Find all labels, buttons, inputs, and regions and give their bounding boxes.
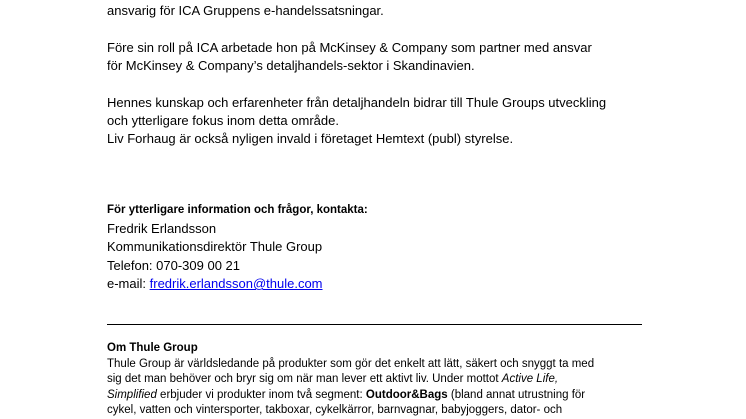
contact-name: Fredrik Erlandsson	[107, 220, 217, 236]
contact-block	[107, 201, 368, 294]
contact-heading: För ytterligare information och frågor, kontakta:	[107, 204, 368, 216]
contact-email-link[interactable]: fredrik.erlandsson@thule.com	[149, 276, 323, 291]
experience-line-2: och ytterligare fokus inom detta område.	[107, 113, 339, 128]
about-section	[107, 341, 642, 419]
mckinsey-paragraph	[107, 39, 667, 75]
about-line-3-tail: (bland annat utrustning för	[447, 388, 586, 401]
about-line-3-text: erbjuder vi produkter inom två segment:	[156, 388, 366, 401]
about-line-2-text: sig det man behöver och bryr sig om när man lever ett aktivt liv. Under mottot	[107, 373, 502, 385]
about-segment-1: Outdoor&Bags	[365, 388, 448, 401]
contact-phone: Telefon: 070-309 00 21	[107, 257, 240, 273]
mckinsey-line-1: Före sin roll på ICA arbetade hon på McKinsey & Company som partner med ansvar	[107, 40, 592, 55]
experience-line-3: Liv Forhaug är också nyligen invald i företaget Hemtext (publ) styrelse.	[107, 131, 514, 146]
contact-email-line	[107, 275, 368, 294]
experience-paragraph	[107, 94, 667, 148]
section-divider	[107, 324, 642, 325]
contact-email-label: e-mail:	[107, 276, 150, 291]
contact-role: Kommunikationsdirektör Thule Group	[107, 239, 323, 254]
about-title: Om Thule Group	[107, 342, 198, 354]
intro-paragraph	[107, 2, 667, 20]
intro-line-1: ansvarig för ICA Gruppens e-handelssatsningar.	[107, 3, 384, 18]
about-line-3	[107, 388, 642, 404]
about-motto-part-1: Active Life,	[501, 373, 559, 385]
about-line-4: cykel, vatten och vintersporter, takboxar, cykelkärror, barnvagnar, babyjoggers, dator- och	[107, 404, 563, 416]
about-line-1: Thule Group är världsledande på produkter som gör det enkelt att lätt, säkert och snyggt ta med	[107, 357, 595, 370]
about-motto-part-2: Simplified	[107, 388, 157, 401]
mckinsey-line-2: för McKinsey & Company’s detaljhandels-sektor i Skandinavien.	[107, 58, 475, 73]
experience-line-1: Hennes kunskap och erfarenheter från detaljhandeln bidrar till Thule Groups utveckling	[107, 95, 607, 110]
about-line-2	[107, 372, 642, 388]
